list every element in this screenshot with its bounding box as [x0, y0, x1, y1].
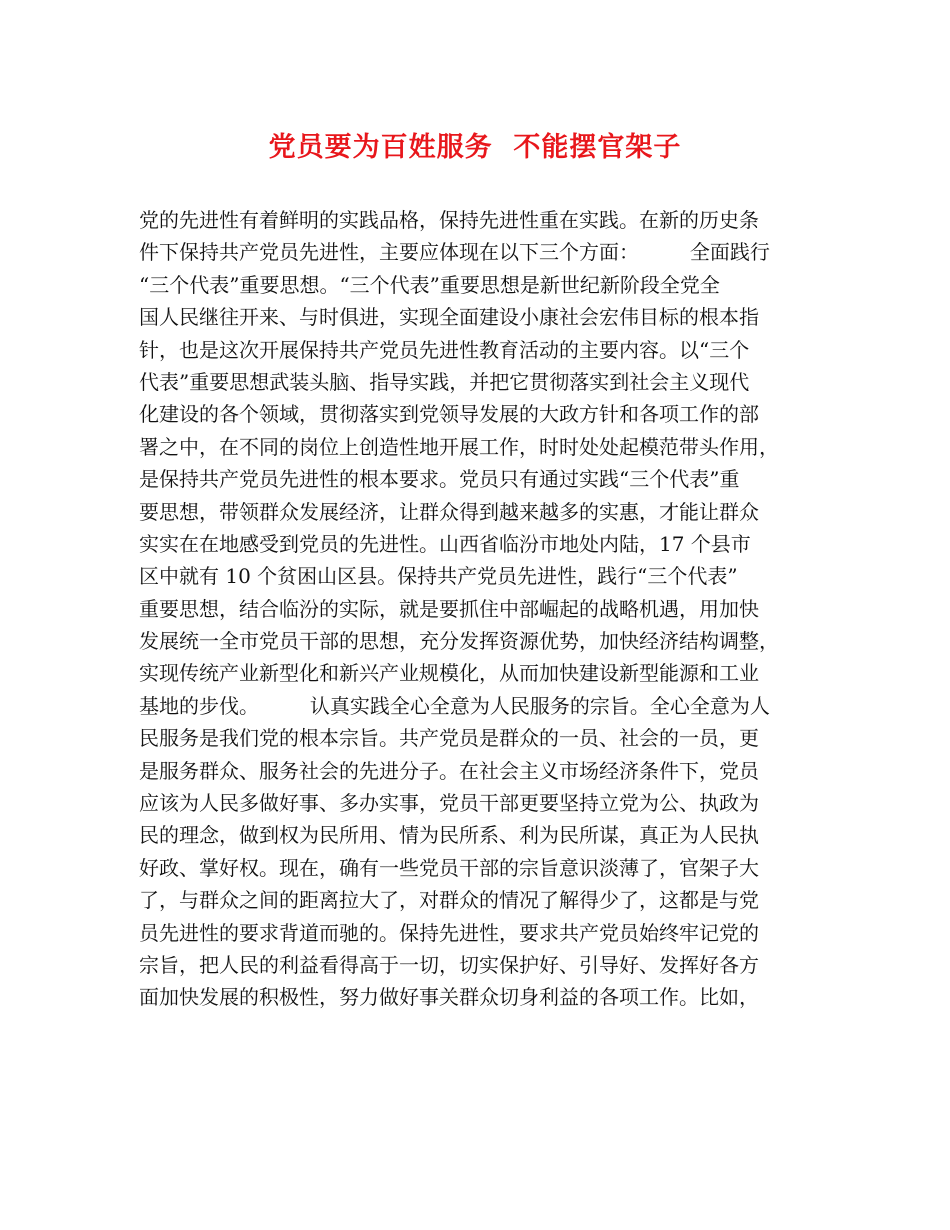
body-line: 民的理念，做到权为民所用、情为民所系、利为民所谋，真正为人民执 [139, 823, 759, 848]
body-line: 发展统一全市党员干部的思想，充分发挥资源优势，加快经济结构调整， [139, 629, 779, 654]
body-line: 宗旨，把人民的利益看得高于一切，切实保护好、引导好、发挥好各方 [139, 952, 759, 977]
body-line: 针，也是这次开展保持共产党员先进性教育活动的主要内容。以“三个 [139, 337, 750, 362]
body-line: 员先进性的要求背道而驰的。保持先进性，要求共产党员始终牢记党的 [139, 920, 759, 945]
body-line: 面加快发展的积极性，努力做好事关群众切身利益的各项工作。比如， [139, 985, 759, 1010]
document-title: 党员要为百姓服务 不能摆官架子 [268, 132, 682, 163]
body-line: 代表”重要思想武装头脑、指导实践，并把它贯彻落实到社会主义现代 [139, 369, 750, 394]
body-line: 国人民继往开来、与时俱进，实现全面建设小康社会宏伟目标的根本指 [139, 305, 759, 330]
body-line: 是保持共产党员先进性的根本要求。党员只有通过实践“三个代表”重 [139, 467, 740, 492]
body-line: 好政、掌好权。现在，确有一些党员干部的宗旨意识淡薄了，官架子大 [139, 855, 759, 880]
body-line: 署之中，在不同的岗位上创造性地开展工作，时时处处起模范带头作用， [139, 434, 779, 459]
body-line: 件下保持共产党员先进性，主要应体现在以下三个方面： 全面践行 [139, 240, 770, 265]
document-body [139, 204, 819, 1014]
body-line: 要思想，带领群众发展经济，让群众得到越来越多的实惠，才能让群众 [139, 499, 759, 524]
body-line: 区中就有 10 个贫困山区县。保持共产党员先进性，践行“三个代表” [139, 564, 738, 589]
body-line: 应该为人民多做好事、多办实事，党员干部更要坚持立党为公、执政为 [139, 791, 759, 816]
body-line: “三个代表”重要思想。“三个代表”重要思想是新世纪新阶段全党全 [139, 272, 720, 297]
body-line: 实实在在地感受到党员的先进性。山西省临汾市地处内陆，17 个县市 [139, 531, 751, 556]
body-line: 重要思想，结合临汾的实际，就是要抓住中部崛起的战略机遇，用加快 [139, 596, 759, 621]
body-line: 基地的步伐。 认真实践全心全意为人民服务的宗旨。全心全意为人 [139, 693, 770, 718]
body-line: 民服务是我们党的根本宗旨。共产党员是群众的一员、社会的一员，更 [139, 726, 759, 751]
body-line: 党的先进性有着鲜明的实践品格，保持先进性重在实践。在新的历史条 [139, 208, 759, 232]
body-line: 化建设的各个领域，贯彻落实到党领导发展的大政方针和各项工作的部 [139, 402, 759, 427]
body-line: 是服务群众、服务社会的先进分子。在社会主义市场经济条件下，党员 [139, 758, 759, 783]
body-line: 实现传统产业新型化和新兴产业规模化，从而加快建设新型能源和工业 [139, 661, 759, 686]
body-line: 了，与群众之间的距离拉大了，对群众的情况了解得少了，这都是与党 [139, 888, 759, 913]
